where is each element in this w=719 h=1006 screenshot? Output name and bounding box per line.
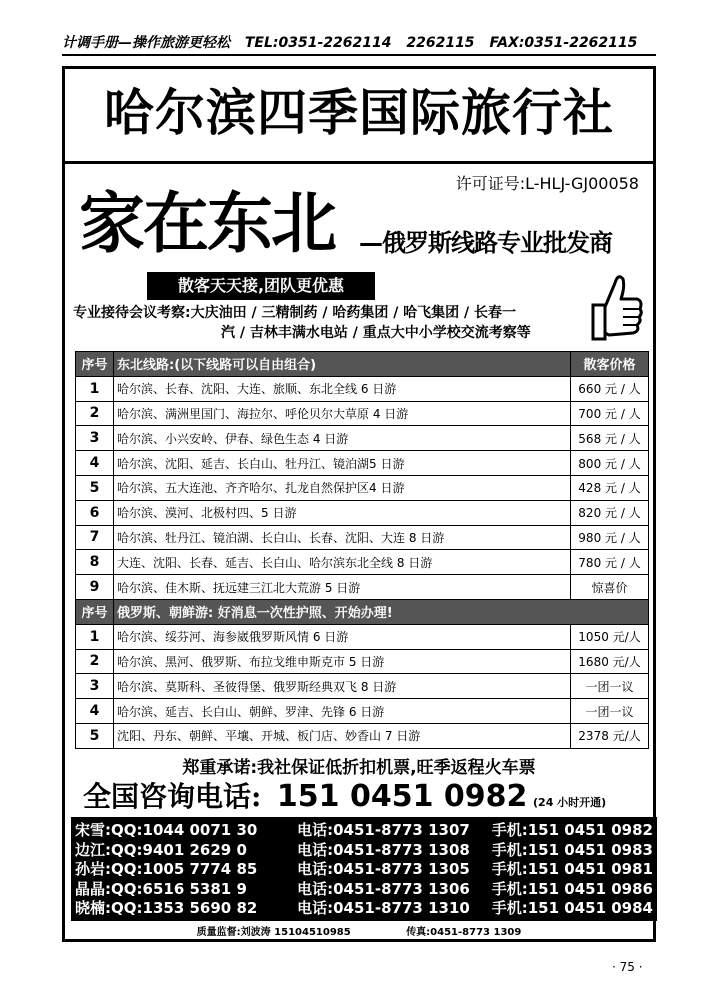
table-row: [76, 451, 649, 476]
table-header: [76, 600, 649, 625]
route-description: 哈尔滨、五大连池、齐齐哈尔、扎龙自然保护区4 日游: [114, 475, 571, 500]
table-row: [76, 500, 649, 525]
contact-name-qq: [75, 819, 297, 840]
route-description: 哈尔滨、小兴安岭、伊春、绿色生态 4 日游: [114, 426, 571, 451]
meeting-line-2: 汽 / 吉林丰满水电站 / 重点大中小学校交流考察等: [221, 325, 531, 341]
contact-tel: 电话:0451-8773 1310: [297, 899, 470, 918]
table-row: [76, 699, 649, 724]
contact-tel: 电话:0451-8773 1308: [297, 840, 470, 859]
table-row: [76, 649, 649, 674]
route-description: 哈尔滨、黑河、俄罗斯、布拉戈维申斯克市 5 日游: [114, 649, 571, 674]
contact-name-qq: [75, 839, 297, 860]
route-price: 一团一议: [571, 699, 649, 724]
table-row: [76, 376, 649, 401]
route-description: 哈尔滨、漠河、北极村四、5 日游: [114, 500, 571, 525]
contact-mobile: 手机:151 0451 0983: [491, 840, 653, 859]
route-number: 5: [76, 723, 114, 748]
table-row: [76, 674, 649, 699]
page-number: · 75 ·: [612, 960, 643, 974]
contact-row: [75, 879, 653, 899]
contact-name: 宋雪: [75, 821, 106, 840]
route-description: 哈尔滨、延吉、长白山、朝鲜、罗津、先锋 6 日游: [114, 699, 571, 724]
contact-qq: :QQ:6516 5381 9: [105, 879, 247, 898]
contact-list: [71, 817, 657, 921]
route-number: 1: [76, 624, 114, 649]
thumbs-up-icon: [585, 269, 645, 343]
header-tel-2: 2262115: [406, 35, 475, 51]
russia-korea-routes-table: [75, 599, 649, 749]
header-fax: FAX:0351-2262115: [489, 35, 638, 51]
route-price: 1050 元/人: [571, 624, 649, 649]
header-tel: TEL:0351-2262114: [244, 35, 392, 51]
table-row: [76, 401, 649, 426]
route-description: 哈尔滨、莫斯科、圣彼得堡、俄罗斯经典双飞 8 日游: [114, 674, 571, 699]
contact-name-qq: [75, 878, 297, 899]
route-number: 3: [76, 674, 114, 699]
contact-mobile: 手机:151 0451 0986: [491, 879, 653, 898]
brand-tagline: —俄罗斯线路专业批发商: [359, 229, 612, 257]
promise-statement: 郑重承诺:我社保证低折扣机票,旺季返程火车票: [182, 758, 536, 778]
agency-name: 哈尔滨四季国际旅行社: [104, 84, 614, 142]
contact-row: [75, 820, 653, 840]
column-header-route: 俄罗斯、朝鲜游: 好消息一次性护照、开始办理!: [114, 600, 649, 625]
route-description: 哈尔滨、牡丹江、镜泊湖、长白山、长春、沈阳、大连 8 日游: [114, 525, 571, 550]
table-row: [76, 550, 649, 575]
contact-mobile: 手机:151 0451 0982: [491, 821, 653, 840]
table-row: [76, 426, 649, 451]
contact-qq: :QQ:1044 0071 30: [105, 821, 258, 840]
table-row: [76, 525, 649, 550]
route-price: 惊喜价: [571, 575, 649, 600]
route-price: 660 元 / 人: [571, 376, 649, 401]
running-header: [62, 32, 656, 56]
route-price: 980 元 / 人: [571, 525, 649, 550]
promo-banner: 散客天天接,团队更优惠: [147, 272, 375, 300]
contact-tel: 电话:0451-8773 1306: [297, 879, 470, 898]
table-row: [76, 575, 649, 600]
route-price: 820 元 / 人: [571, 500, 649, 525]
route-number: 2: [76, 401, 114, 426]
table-header: [76, 352, 649, 377]
contact-qq: :QQ:9401 2629 0: [105, 840, 247, 859]
column-header-no: 序号: [76, 352, 114, 377]
route-number: 1: [76, 376, 114, 401]
contact-qq: :QQ:1005 7774 85: [105, 860, 258, 879]
route-description: 沈阳、丹东、朝鲜、平壤、开城、板门店、妙香山 7 日游: [114, 723, 571, 748]
license-number: 许可证号:L-HLJ-GJ00058: [455, 174, 639, 193]
route-number: 5: [76, 475, 114, 500]
meeting-line-1: 专业接待会议考察:大庆油田 / 三精制药 / 哈药集团 / 哈飞集团 / 长春一: [73, 305, 517, 321]
table-row: [76, 624, 649, 649]
route-description: 哈尔滨、绥芬河、海参崴俄罗斯风情 6 日游: [114, 624, 571, 649]
title-divider: [65, 161, 653, 164]
column-header-price: 散客价格: [571, 352, 649, 377]
footer: [65, 923, 653, 938]
route-number: 7: [76, 525, 114, 550]
route-number: 9: [76, 575, 114, 600]
route-number: 6: [76, 500, 114, 525]
footer-fax: 传真:0451-8773 1309: [406, 927, 522, 938]
route-description: 哈尔滨、沈阳、延吉、长白山、牡丹江、镜泊湖5 日游: [114, 451, 571, 476]
contact-name-qq: [75, 897, 297, 918]
route-price: 700 元 / 人: [571, 401, 649, 426]
contact-row: [75, 840, 653, 860]
route-price: 2378 元/人: [571, 723, 649, 748]
contact-tel: 电话:0451-8773 1305: [297, 860, 470, 879]
route-description: 哈尔滨、佳木斯、抚远建三江北大荒游 5 日游: [114, 575, 571, 600]
contact-qq: :QQ:1353 5690 82: [105, 899, 258, 918]
contact-row: [75, 898, 653, 918]
route-number: 4: [76, 451, 114, 476]
column-header-no: 序号: [76, 600, 114, 625]
route-number: 3: [76, 426, 114, 451]
route-number: 4: [76, 699, 114, 724]
route-description: 哈尔滨、满洲里国门、海拉尔、呼伦贝尔大草原 4 日游: [114, 401, 571, 426]
northeast-routes-table: [75, 351, 649, 600]
route-description: 大连、沈阳、长春、延吉、长白山、哈尔滨东北全线 8 日游: [114, 550, 571, 575]
contact-mobile: 手机:151 0451 0984: [491, 899, 653, 918]
table-row: [76, 723, 649, 748]
contact-name: 边江: [75, 840, 106, 859]
route-price: 568 元 / 人: [571, 426, 649, 451]
route-price: 800 元 / 人: [571, 451, 649, 476]
meeting-services: [73, 303, 573, 343]
contact-name: 晶晶: [75, 879, 106, 898]
hotline-label: 全国咨询电话:: [83, 780, 262, 813]
route-price: 一团一议: [571, 674, 649, 699]
hotline-hours: (24 小时开通): [533, 796, 607, 809]
column-header-route: 东北线路:(以下线路可以自由组合): [114, 352, 571, 377]
table-row: [76, 475, 649, 500]
hotline: [83, 775, 653, 815]
route-number: 8: [76, 550, 114, 575]
contact-mobile: 手机:151 0451 0981: [491, 860, 653, 879]
route-price: 780 元 / 人: [571, 550, 649, 575]
contact-name: 晓楠: [75, 899, 106, 918]
contact-tel: 电话:0451-8773 1307: [297, 821, 470, 840]
hotline-number: 151 0451 0982: [276, 779, 528, 814]
contact-row: [75, 859, 653, 879]
footer-supervision: 质量监督:刘波涛 15104510985: [196, 927, 351, 938]
route-price: 428 元 / 人: [571, 475, 649, 500]
contact-name-qq: [75, 858, 297, 879]
route-price: 1680 元/人: [571, 649, 649, 674]
contact-name: 孙岩: [75, 860, 106, 879]
brand-title: 家在东北: [79, 184, 335, 262]
header-slogan: 计调手册—操作旅游更轻松: [62, 35, 230, 51]
route-description: 哈尔滨、长春、沈阳、大连、旅顺、东北全线 6 日游: [114, 376, 571, 401]
advertisement-frame: [62, 66, 656, 942]
route-number: 2: [76, 649, 114, 674]
